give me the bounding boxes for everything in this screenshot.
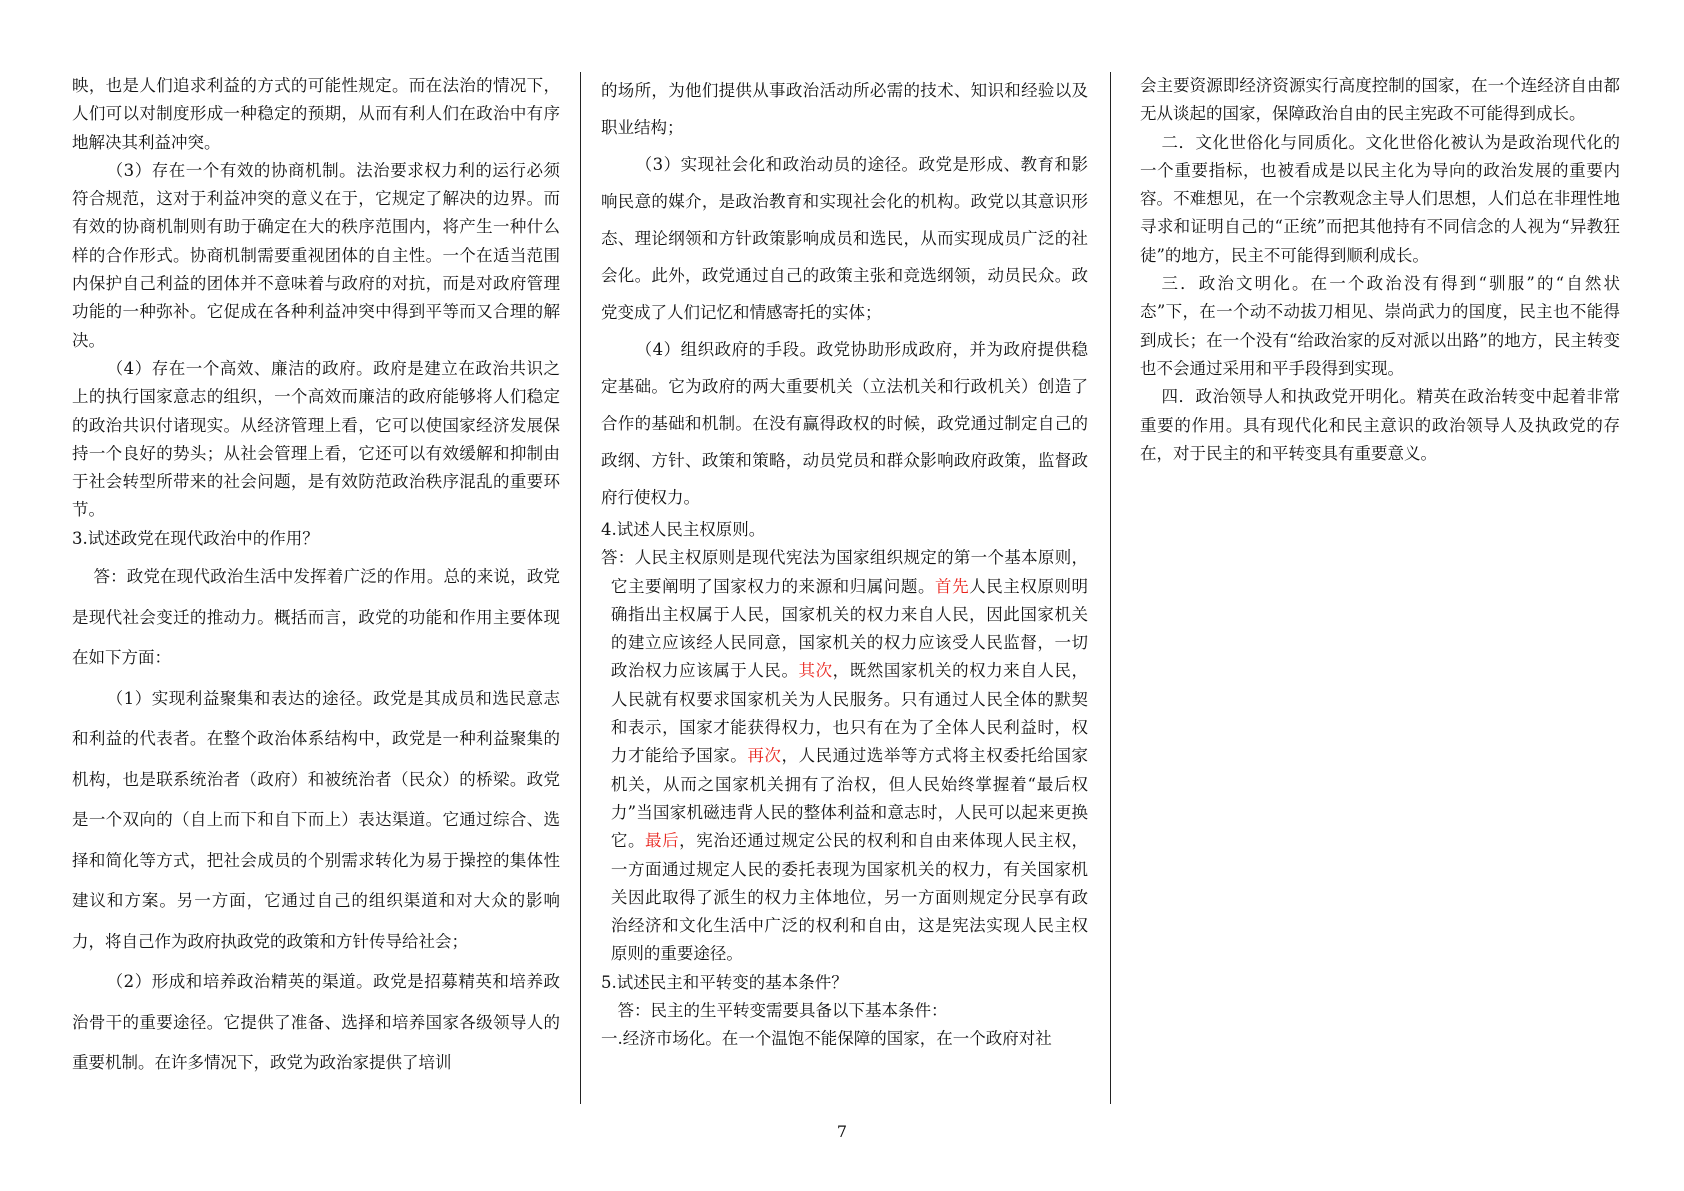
answer-paragraph: 答：民主的生平转变需要具备以下基本条件： — [617, 1001, 948, 1021]
answer-text: ，人民通过选举等方式将主权委托给国家机关，从而之国家机关拥有了治权，但人民始终掌握着“最后权力”当国家机磁违背人民的整体利益和意志时，人民可以起来更换它。 — [610, 746, 1088, 851]
answer-text: ，宪治还通过规定公民的权利和自由来体现人民主权，一方面通过规定人民的委托表现为国家机关的权力，有关国家机关因此取得了派生的权力主体地位，另一方面则规定分民享有政治经济和文化生活中广泛的权利和自由，这是宪法实现人民主权原则的重要途径。 — [610, 831, 1088, 964]
paragraph: （1）实现利益聚集和表达的途径。政党是其成员和选民意志和利益的代表者。在整个政治体系结构中，政党是一种利益聚集的机构，也是联系统治者（政府）和被统治者（民众）的桥梁。政党是一个双向的（自上而下和自下而上）表达渠道。它通过综合、选择和简化等方式，把社会成员的个别需求转化为易于操控的集体性建议和方案。另一方面，它通过自己的组织渠道和对大众的影响力，将自己作为政府执政党的政策和方针传导给社会； — [72, 688, 560, 951]
paragraph: 会主要资源即经济资源实行高度控制的国家，在一个连经济自由都无从谈起的国家，保障政治自由的民主宪政不可能得到成长。 — [1140, 76, 1620, 124]
question-heading: 3.试述政党在现代政治中的作用？ — [72, 528, 319, 548]
highlight-text: 最后 — [645, 831, 680, 851]
paragraph: 映，也是人们追求利益的方式的可能性规定。而在法治的情况下，人们可以对制度形成一种稳定的预期，从而有利人们在政治中有序地解决其利益冲突。 — [72, 76, 560, 152]
paragraph: （3）实现社会化和政治动员的途径。政党是形成、教育和影响民意的媒介，是政治教育和实现社会化的机构。政党以其意识形态、理论纲领和方针政策影响成员和选民，从而实现成员广泛的社会化。此外，政党通过自己的政策主张和竞选纲领，动员民众。政党变成了人们记忆和情感寄托的实体； — [601, 155, 1088, 322]
page-number: 7 — [836, 1122, 848, 1141]
paragraph: 四．政治领导人和执政党开明化。精英在政治转变中起着非常重要的作用。具有现代化和民主意识的政治领导人及执政党的存在，对于民主的和平转变具有重要意义。 — [1140, 387, 1620, 463]
highlight-text: 再次 — [747, 746, 782, 766]
paragraph: （2）形成和培养政治精英的渠道。政党是招募精英和培养政治骨干的重要途径。它提供了准备、选择和培养国家各级领导人的重要机制。在许多情况下，政党为政治家提供了培训 — [72, 972, 560, 1073]
paragraph: （3）存在一个有效的协商机制。法治要求权力利的运行必须符合规范，这对于利益冲突的意义在于，它规定了解决的边界。而有效的协商机制则有助于确定在大的秩序范围内，将产生一种什么样的合作形式。协商机制需要重视团体的自主性。一个在适当范围内保护自己利益的团体并不意味着与政府的对抗，而是对政府管理功能的一种弥补。它促成在各种利益冲突中得到平等而又合理的解决。 — [72, 160, 560, 350]
column-divider — [580, 72, 581, 1104]
answer-paragraph: 答：政党在现代政治生活中发挥着广泛的作用。总的来说，政党是现代社会变迁的推动力。概括而言，政党的功能和作用主要体现在如下方面： — [72, 567, 560, 668]
question-heading: 5.试述民主和平转变的基本条件？ — [601, 972, 848, 992]
answer-text: 人民主权原则明确指出主权属于人民，国家机关的权力来自人民，因此国家机关的建立应该经人民同意，国家机关的权力应该受人民监督，一切政治权力应该属于人民。 — [610, 576, 1088, 681]
answer-text: ，既然国家机关的权力来自人民，人民就有权要求国家机关为人民服务。只有通过人民全体的默契和表示，国家才能获得权力，也只有在为了全体人民利益时，权力才能给予国家。 — [610, 661, 1088, 766]
paragraph: 的场所，为他们提供从事政治活动所必需的技术、知识和经验以及职业结构； — [601, 81, 1088, 137]
column-divider — [1110, 72, 1111, 1104]
paragraph: （4）组织政府的手段。政党协助形成政府，并为政府提供稳定基础。它为政府的两大重要机关（立法机关和行政机关）创造了合作的基础和机制。在没有赢得政权的时候，政党通过制定自己的政纲、方针、政策和策略，动员党员和群众影响政府政策，监督政府行使权力。 — [601, 340, 1088, 507]
answer-paragraph — [601, 544, 1088, 968]
right-column — [1140, 72, 1620, 1113]
answer-text: 答：人民主权原则是现代宪法为国家组织规定的第一个基本原则，它主要阐明了国家权力的来源和归属问题。 — [601, 548, 1088, 596]
paragraph: （4）存在一个高效、廉洁的政府。政府是建立在政治共识之上的执行国家意志的组织，一个高效而廉洁的政府能够将人们稳定的政治共识付诸现实。从经济管理上看，它可以使国家经济发展保持一个良好的势头；从社会管理上看，它还可以有效缓解和抑制由于社会转型所带来的社会问题，是有效防范政治秩序混乱的重要环节。 — [72, 358, 560, 520]
left-column — [72, 72, 560, 1113]
question-heading: 4.试述人民主权原则。 — [601, 520, 766, 539]
highlight-text: 其次 — [798, 661, 833, 681]
middle-column — [601, 72, 1088, 1113]
paragraph: 三．政治文明化。在一个政治没有得到“驯服”的“自然状态”下，在一个动不动拔刀相见、崇尚武力的国度，民主也不能得到成长；在一个没有“给政治家的反对派以出路”的地方，民主转变也不会通过采用和平手段得到实现。 — [1140, 274, 1620, 378]
paragraph: 一.经济市场化。在一个温饱不能保障的国家，在一个政府对社 — [601, 1029, 1052, 1049]
highlight-text: 首先 — [935, 576, 970, 596]
paragraph: 二．文化世俗化与同质化。文化世俗化被认为是政治现代化的一个重要指标，也被看成是以民主化为导向的政治发展的重要内容。不难想见，在一个宗教观念主导人们思想，人们总在非理性地寻求和证明自己的“正统”而把其他持有不同信念的人视为“异教狂徒”的地方，民主不可能得到顺利成长。 — [1140, 132, 1620, 265]
